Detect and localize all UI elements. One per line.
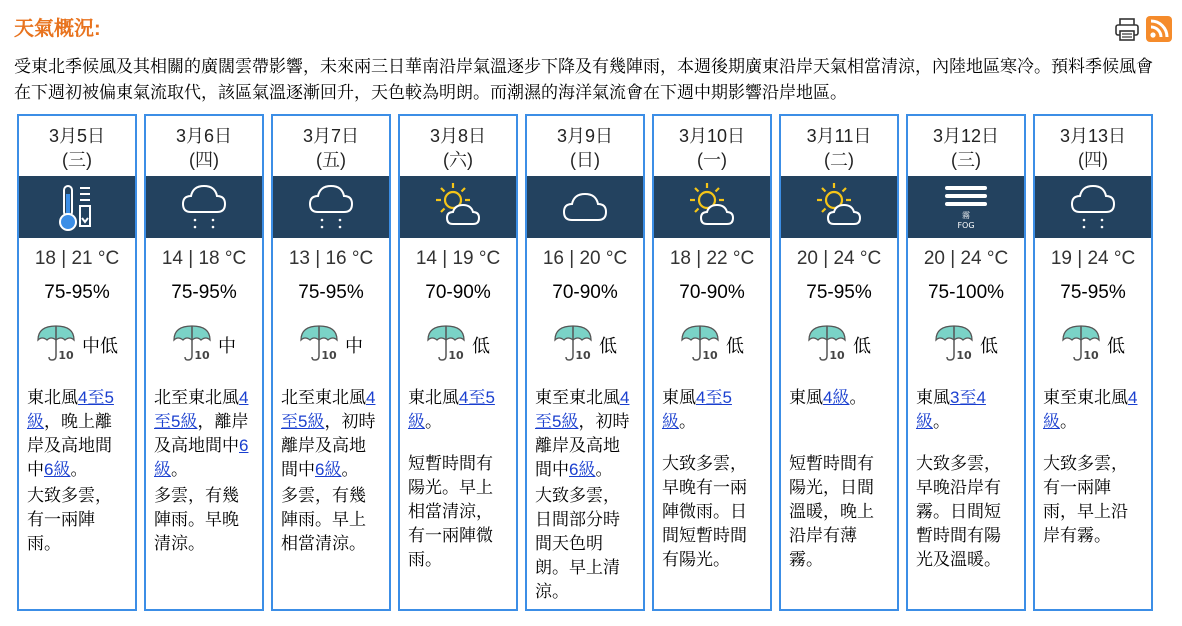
wind-force-link[interactable]: 4級 <box>823 388 850 407</box>
date-label: 3月8日 <box>429 126 487 146</box>
svg-text:FOG: FOG <box>957 221 975 230</box>
wind-text: 東至東北風 <box>1043 388 1128 407</box>
weather-summary: 受東北季候風及其相關的廣闊雲帶影響，未來兩三日華南沿岸氣溫逐步下降及有幾陣雨，本週後期廣東沿岸天氣相當清涼，內陸地區寒冷。預料季候風會在下週初被偏東氣流取代，該區氣溫逐漸回升，天色較為明朗。而潮濕的海洋氣流會在下週中期影響沿岸地區。 <box>14 57 1153 102</box>
humidity-range: 75-95% <box>171 282 237 303</box>
forecast-day-9 <box>1033 114 1153 611</box>
date-label: 3月13日 <box>1059 126 1127 146</box>
forecast-date <box>527 124 643 172</box>
rain-probability-label: 低 <box>980 335 998 356</box>
temperature-range: 13 | 16 °C <box>288 248 374 269</box>
forecast-date <box>1035 124 1151 172</box>
svg-text:10: 10 <box>448 349 464 362</box>
weekday-label: (三) <box>951 150 981 170</box>
wind-text: 。 <box>595 460 613 479</box>
temperature-range: 20 | 24 °C <box>796 248 882 269</box>
header <box>14 8 1172 44</box>
date-label: 3月9日 <box>556 126 614 146</box>
svg-text:10: 10 <box>1083 349 1099 362</box>
wind-text: 。 <box>849 388 867 407</box>
rain-probability <box>400 322 516 367</box>
weekday-label: (日) <box>570 150 600 170</box>
wind-text: 東風 <box>789 388 823 407</box>
rain-probability-label: 低 <box>853 335 871 356</box>
wind-force-link[interactable]: 4至5級 <box>154 388 249 431</box>
forecast-day-2 <box>144 114 264 611</box>
forecast-days <box>17 114 1153 611</box>
weather-description: 大致多雲，日間部分時間天色明朗。早上清涼。 <box>535 486 620 601</box>
forecast-date <box>654 124 770 172</box>
wind-force-link[interactable]: 3至4級 <box>916 388 986 431</box>
fog-icon <box>908 176 1024 238</box>
weather-description: 多雲，有幾陣雨。早晚清涼。 <box>154 486 239 553</box>
wind-text: 。 <box>933 412 950 431</box>
weekday-label: (六) <box>443 150 473 170</box>
wind-forecast <box>27 386 127 482</box>
wind-text: 。 <box>171 460 188 479</box>
humidity-range: 75-95% <box>1060 282 1126 303</box>
umbrella-icon <box>36 322 78 367</box>
wind-text: ，初時離岸及高地間中 <box>281 412 376 479</box>
weather-description: 大致多雲，早晚沿岸有霧。日間短暫時間有陽光及溫暖。 <box>916 454 1001 569</box>
wind-forecast <box>916 386 1016 434</box>
humidity-range: 70-90% <box>552 282 618 303</box>
cold-icon <box>19 176 135 238</box>
temperature-range: 14 | 19 °C <box>415 248 501 269</box>
date-label: 3月7日 <box>302 126 360 146</box>
svg-text:10: 10 <box>58 349 74 362</box>
cloud-rain-icon <box>146 176 262 238</box>
rain-probability <box>273 322 389 367</box>
svg-text:10: 10 <box>956 349 972 362</box>
forecast-day-4 <box>398 114 518 611</box>
header-icons <box>1114 16 1172 42</box>
forecast-date <box>19 124 135 172</box>
temperature-range: 20 | 24 °C <box>923 248 1009 269</box>
weekday-label: (四) <box>1078 150 1108 170</box>
rain-probability <box>654 322 770 367</box>
wind-forecast <box>281 386 381 482</box>
wind-text: ，離岸及高地間中 <box>154 412 249 455</box>
weekday-label: (四) <box>189 150 219 170</box>
rain-probability-label: 低 <box>599 335 617 356</box>
weekday-label: (五) <box>316 150 346 170</box>
rain-probability <box>908 322 1024 367</box>
weather-description: 大致多雲，有一兩陣雨。 <box>27 486 112 553</box>
humidity-range: 70-90% <box>425 282 491 303</box>
rain-probability <box>527 322 643 367</box>
forecast-day-7 <box>779 114 899 611</box>
wind-force-link[interactable]: 6級 <box>44 460 71 479</box>
rain-probability-label: 低 <box>472 335 490 356</box>
wind-forecast <box>154 386 254 482</box>
wind-force-link[interactable]: 6級 <box>569 460 596 479</box>
wind-force-link[interactable]: 6級 <box>154 436 249 479</box>
wind-text: 東風 <box>662 388 696 407</box>
wind-force-link[interactable]: 6級 <box>315 460 342 479</box>
wind-text: 。 <box>679 412 696 431</box>
rain-probability-label: 低 <box>726 335 744 356</box>
forecast-day-6 <box>652 114 772 611</box>
umbrella-icon <box>934 322 976 367</box>
temperature-range: 18 | 22 °C <box>669 248 755 269</box>
rain-probability <box>19 322 135 367</box>
temperature-range: 18 | 21 °C <box>34 248 120 269</box>
temperature-range: 14 | 18 °C <box>161 248 247 269</box>
humidity-range: 75-100% <box>927 282 1005 303</box>
wind-text: 。 <box>341 460 359 479</box>
weather-description: 大致多雲，早晚有一兩陣微雨。日間短暫時間有陽光。 <box>662 454 747 569</box>
humidity-range: 75-95% <box>298 282 364 303</box>
forecast-day-1 <box>17 114 137 611</box>
forecast-date <box>908 124 1024 172</box>
wind-text: 東風 <box>916 388 950 407</box>
forecast-day-3 <box>271 114 391 611</box>
printer-icon[interactable] <box>1114 16 1140 42</box>
wind-forecast <box>789 386 889 410</box>
forecast-day-8 <box>906 114 1026 611</box>
date-label: 3月10日 <box>678 126 746 146</box>
wind-forecast <box>408 386 508 434</box>
wind-text: 東至東北風 <box>535 388 620 407</box>
rain-probability <box>781 322 897 367</box>
weather-description: 多雲，有幾陣雨。早上相當清涼。 <box>281 486 366 553</box>
wind-text: 。 <box>425 412 442 431</box>
humidity-range: 70-90% <box>679 282 745 303</box>
svg-text:10: 10 <box>321 349 337 362</box>
weekday-label: (一) <box>697 150 727 170</box>
forecast-date <box>146 124 262 172</box>
humidity-range: 75-95% <box>44 282 110 303</box>
wind-text: 北至東北風 <box>281 388 366 407</box>
svg-text:10: 10 <box>702 349 718 362</box>
wind-force-link[interactable]: 4至5級 <box>408 388 495 431</box>
forecast-day-5 <box>525 114 645 611</box>
forecast-date <box>400 124 516 172</box>
wind-forecast <box>1043 386 1143 434</box>
humidity-range: 75-95% <box>806 282 872 303</box>
wind-text: ，初時離岸及高地間中 <box>535 412 630 479</box>
wind-text: 東北風 <box>27 388 78 407</box>
rain-probability <box>1035 322 1151 367</box>
forecast-date <box>273 124 389 172</box>
temperature-range: 16 | 20 °C <box>542 248 628 269</box>
umbrella-icon <box>299 322 341 367</box>
rain-probability-label: 中 <box>345 335 363 356</box>
svg-text:霧: 霧 <box>962 211 970 220</box>
date-label: 3月6日 <box>175 126 233 146</box>
weather-description: 短暫時間有陽光，日間溫暖，晚上沿岸有薄霧。 <box>789 454 874 569</box>
temperature-range: 19 | 24 °C <box>1050 248 1136 269</box>
sun-cloud-icon <box>781 176 897 238</box>
wind-force-link[interactable]: 4至5級 <box>281 388 376 431</box>
wind-forecast <box>535 386 635 482</box>
svg-text:10: 10 <box>575 349 591 362</box>
weather-description: 大致多雲，有一兩陣雨，早上沿岸有霧。 <box>1043 454 1128 545</box>
umbrella-icon <box>680 322 722 367</box>
weekday-label: (二) <box>824 150 854 170</box>
wind-force-link[interactable]: 4至5級 <box>662 388 732 431</box>
sun-cloud-icon <box>400 176 516 238</box>
wind-text: 北至東北風 <box>154 388 239 407</box>
wind-text: 。 <box>70 460 88 479</box>
wind-forecast <box>662 386 762 434</box>
wind-text: 東北風 <box>408 388 459 407</box>
rain-probability-label: 中 <box>218 335 236 356</box>
cloud-rain-icon <box>273 176 389 238</box>
sun-cloud-icon <box>654 176 770 238</box>
page-title: 天氣概況: <box>14 18 101 40</box>
umbrella-icon <box>1061 322 1103 367</box>
date-label: 3月12日 <box>932 126 1000 146</box>
wind-force-link[interactable]: 4至5級 <box>535 388 630 431</box>
forecast-date <box>781 124 897 172</box>
cloud-rain-icon <box>1035 176 1151 238</box>
rss-icon[interactable] <box>1146 16 1172 42</box>
rain-probability <box>146 322 262 367</box>
svg-text:10: 10 <box>829 349 845 362</box>
wind-force-link[interactable]: 4級 <box>1043 388 1138 431</box>
date-label: 3月5日 <box>48 126 106 146</box>
wind-text: ，晚上離岸及高地間中 <box>27 412 112 479</box>
date-label: 3月11日 <box>806 126 872 146</box>
weekday-label: (三) <box>62 150 92 170</box>
weather-description: 短暫時間有陽光。早上相當清涼，有一兩陣微雨。 <box>408 454 493 569</box>
umbrella-icon <box>426 322 468 367</box>
umbrella-icon <box>807 322 849 367</box>
wind-text: 。 <box>1060 412 1077 431</box>
umbrella-icon <box>553 322 595 367</box>
rain-probability-label: 低 <box>1107 335 1125 356</box>
umbrella-icon <box>172 322 214 367</box>
cloud-icon <box>527 176 643 238</box>
svg-text:10: 10 <box>194 349 210 362</box>
wind-force-link[interactable]: 4至5級 <box>27 388 114 431</box>
rain-probability-label: 中低 <box>82 335 118 356</box>
